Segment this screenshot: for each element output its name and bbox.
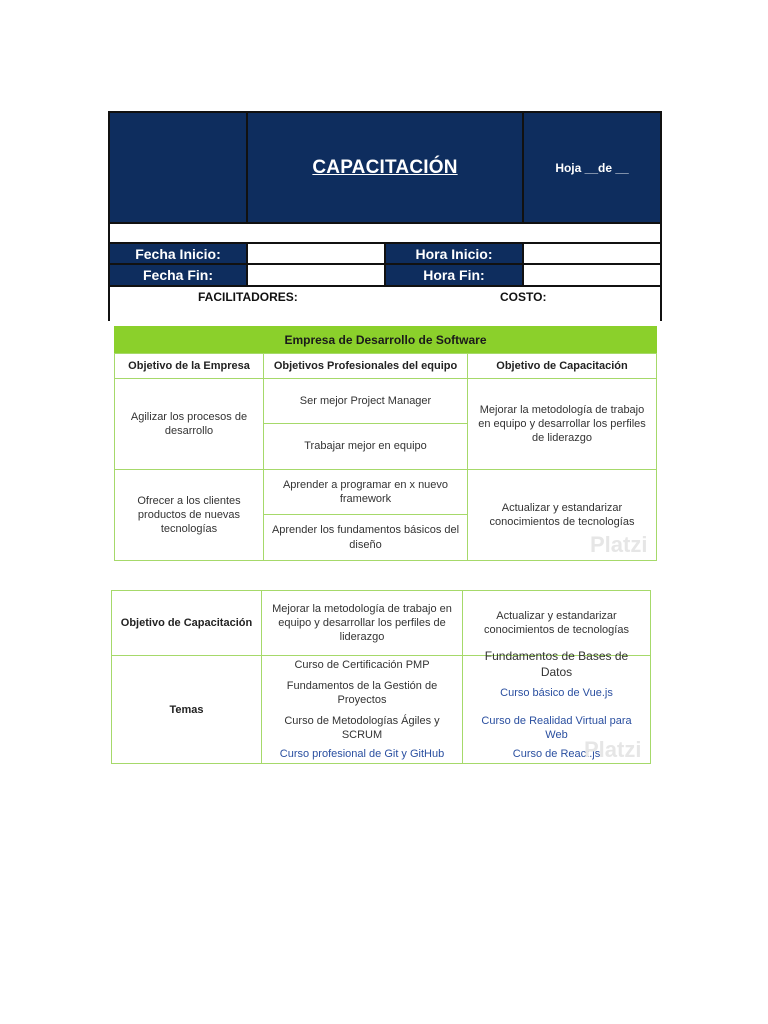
tema-gestion-proyectos: Fundamentos de la Gestión de Proyectos [286,679,438,706]
table1-row2-capacitacion: Actualizar y estandarizar conocimientos de tecnologías [467,469,657,561]
table1-title: Empresa de Desarrollo de Software [284,332,487,347]
facilitadores-row [108,285,662,321]
page-title: CAPACITACIÓN [312,156,458,178]
platzi-watermark-2: Platzi [584,737,642,762]
hora-fin-label-cell [384,263,524,287]
header-hoja-cell [522,111,662,224]
fecha-inicio-field[interactable] [246,242,386,265]
platzi-watermark-1: Platzi [590,532,648,557]
hora-inicio-label: Hora Inicio: [415,245,493,262]
table1-row1-prof-2: Trabajar mejor en equipo [263,423,468,470]
header-title-cell [246,111,524,224]
costo-label: COSTO: [500,290,547,304]
table1-row2-empresa: Ofrecer a los clientes productos de nuevas tecnologías [114,469,264,561]
tema-vue[interactable]: Curso básico de Vue.js [500,686,613,699]
table1-row1-capacitacion: Mejorar la metodología de trabajo en equipo y desarrollar los perfiles de liderazgo [467,378,657,470]
tema-agiles-scrum: Curso de Metodologías Ágiles y SCRUM [284,714,440,741]
tema-bases-datos: Fundamentos de Bases de Datos [484,649,629,679]
table1-row1-prof-1: Ser mejor Project Manager [263,378,468,424]
table2-objetivo-2: Actualizar y estandarizar conocimientos de tecnologías [462,590,651,656]
table2-objetivo-1: Mejorar la metodología de trabajo en equipo y desarrollar los perfiles de liderazgo [261,590,463,656]
table1-row2-prof-2: Aprender los fundamentos básicos del diseño [263,514,468,561]
hora-fin-label: Hora Fin: [423,267,485,283]
header-spacer-row [108,222,662,244]
table2-objetivo-label: Objetivo de Capacitación [111,590,262,656]
hora-inicio-label-cell [384,242,524,265]
tema-react[interactable]: Curso de React.js [512,747,601,760]
fecha-inicio-label-cell [108,242,248,265]
table1-row2-prof-1: Aprender a programar en x nuevo framework [263,469,468,515]
hoja-label: Hoja __de __ [555,160,629,175]
table2-temas-label: Temas [111,655,262,764]
tema-realidad-virtual[interactable]: Curso de Realidad Virtual para Web [481,714,632,741]
fecha-inicio-label: Fecha Inicio: [135,245,221,262]
tema-git-github[interactable]: Curso profesional de Git y GitHub [279,747,445,760]
table1-header-empresa: Objetivo de la Empresa [114,353,264,379]
header-logo-cell [108,111,248,224]
tema-pmp: Curso de Certificación PMP [294,658,430,671]
table1-row1-empresa: Agilizar los procesos de desarrollo [114,378,264,470]
facilitadores-label: FACILITADORES: [198,290,298,304]
table1-header-profesionales: Objetivos Profesionales del equipo [263,353,468,379]
fecha-fin-field[interactable] [246,263,386,287]
table1-header-capacitacion: Objetivo de Capacitación [467,353,657,379]
hora-inicio-field[interactable] [522,242,662,265]
table1-title-band [114,326,657,353]
hora-fin-field[interactable] [522,263,662,287]
fecha-fin-label-cell [108,263,248,287]
fecha-fin-label: Fecha Fin: [142,267,213,283]
